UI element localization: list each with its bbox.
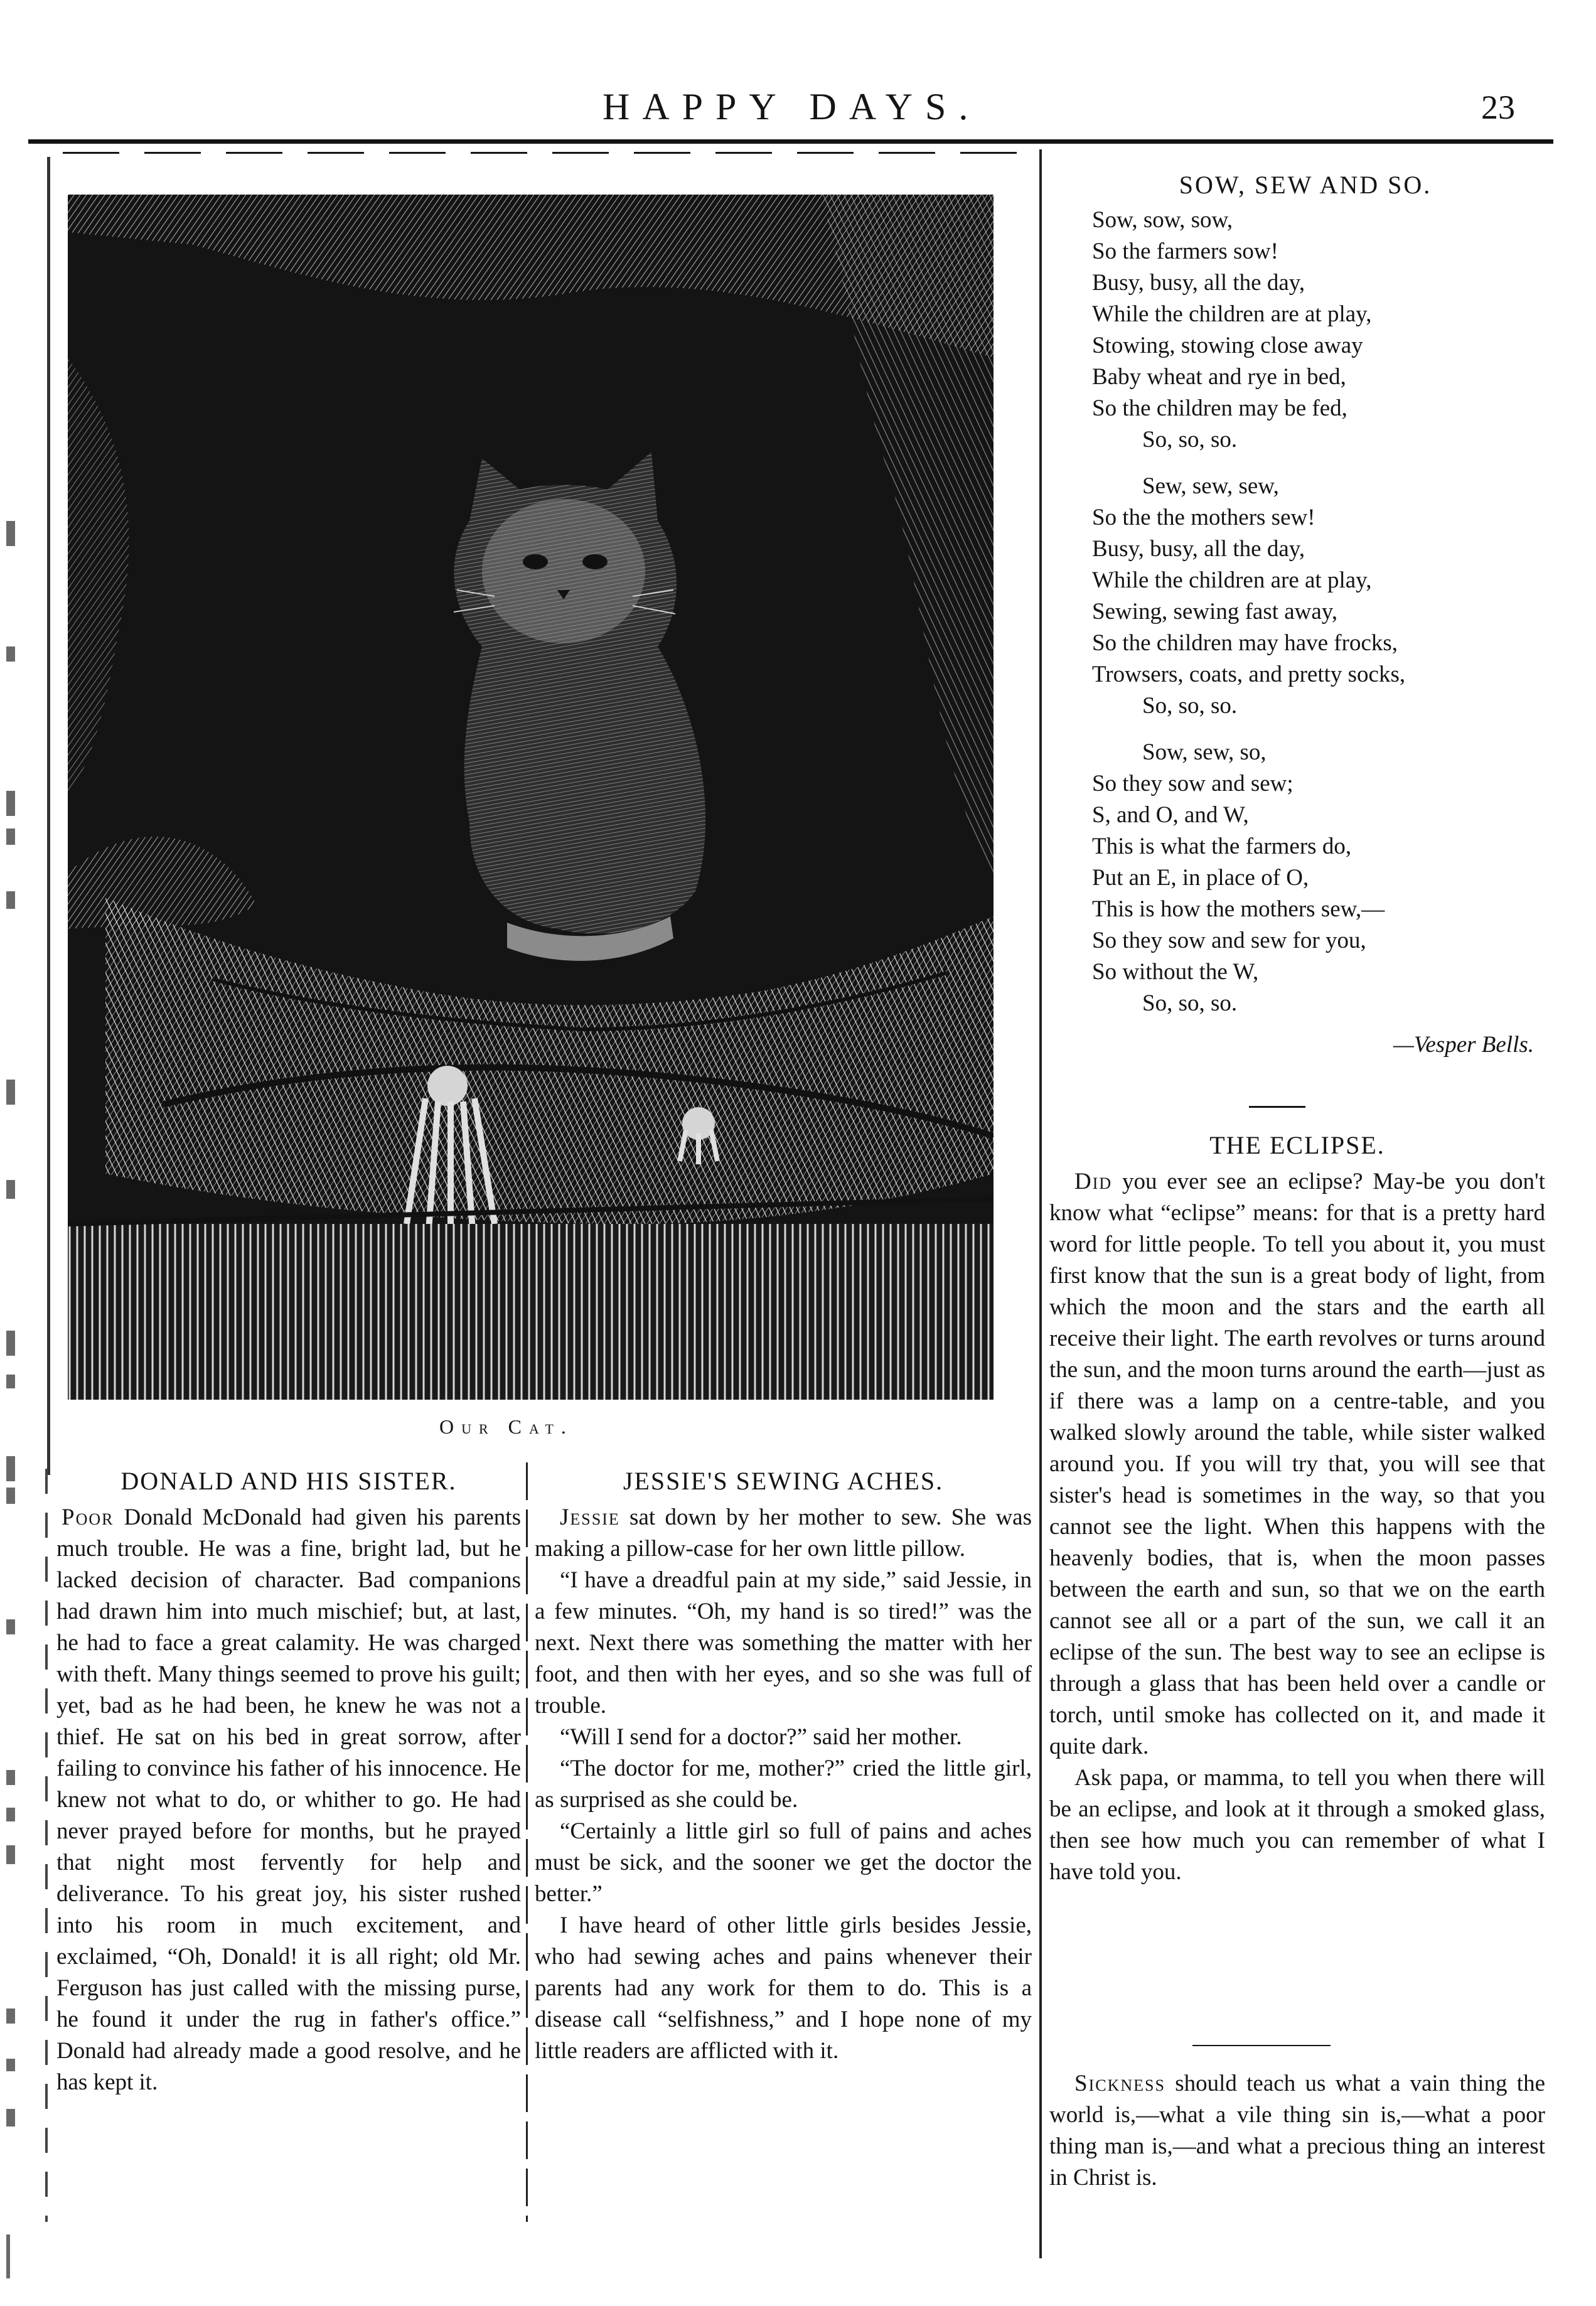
article-title: DONALD AND HIS SISTER. bbox=[121, 1467, 457, 1495]
poem-title: SOW, SEW AND SO. bbox=[1179, 171, 1432, 199]
ornamental-rule bbox=[1192, 2045, 1331, 2046]
running-head bbox=[0, 74, 1596, 137]
poem-line: So without the W, bbox=[1092, 959, 1259, 985]
article-title: THE ECLIPSE. bbox=[1209, 1131, 1385, 1159]
header-rule bbox=[28, 139, 1553, 144]
page-number: 23 bbox=[1481, 88, 1515, 126]
lead-word: Did bbox=[1074, 1169, 1113, 1194]
poem-line: Sow, sow, sow, bbox=[1092, 207, 1233, 233]
paragraph-text: Donald McDonald had given his parents much trouble. He was a fine, bright lad, but he lacked decision of character. Bad companions had drawn him into much mischief; but, at last, he had to face a great calamity. He was charged with theft. Many things seemed to prove his guilt; yet, bad as he had been, he knew he was not a thief. He sat on his bed in great sorrow, after failing to convince his father of his innocence. He knew not what to do, or whither to go. He had never prayed before for months, but he prayed that night most fervently for help and deliverance. To his great joy, his sister rushed into his room in much excitement, and exclaimed, “Oh, Donald! it is all right; old Mr. Ferguson has just called with the missing purse, he found it under the rug in father's office.” Donald had already made a good resolve, and he has kept it. bbox=[56, 1504, 521, 2095]
article-paragraph: “Certainly a little girl so full of pains and aches must be sick, and the sooner we get the doctor the better.” bbox=[535, 1818, 1032, 1907]
article-the-eclipse bbox=[1049, 1130, 1545, 1888]
lead-word: Sickness bbox=[1074, 2071, 1165, 2096]
article-paragraph: “Will I send for a doctor?” said her mother. bbox=[560, 1724, 962, 1750]
poem-line: So the children may be fed, bbox=[1092, 395, 1347, 421]
poem-refrain: So, so, so. bbox=[1142, 427, 1238, 453]
poem-stanza bbox=[1092, 205, 1544, 456]
page-margin-edge-lower bbox=[45, 1469, 48, 2222]
poem-line: Trowsers, coats, and pretty socks, bbox=[1092, 662, 1406, 687]
column-divider-left bbox=[526, 1462, 528, 2222]
poem-line: Baby wheat and rye in bed, bbox=[1092, 364, 1346, 390]
page-title: HAPPY DAYS. bbox=[603, 86, 981, 127]
poem-line: So they sow and sew for you, bbox=[1092, 928, 1366, 953]
article-paragraph bbox=[535, 1502, 1032, 1565]
poem-attribution: —Vesper Bells. bbox=[1393, 1032, 1534, 1058]
article-paragraph: I have heard of other little girls besides Jessie, who had sewing aches and pains whenever their parents had any work for them to do. This is a disease call “selfishness,” and I hope none of my little readers are afflicted with it. bbox=[535, 1912, 1032, 2064]
page-margin-edge bbox=[47, 157, 50, 1475]
poem-line: This is what the farmers do, bbox=[1092, 834, 1352, 859]
poem-line: So they sow and sew; bbox=[1092, 771, 1293, 796]
poem-line: This is how the mothers sew,— bbox=[1092, 896, 1385, 922]
poem-line: Busy, busy, all the day, bbox=[1092, 536, 1305, 562]
article-title: JESSIE'S SEWING ACHES. bbox=[623, 1467, 944, 1495]
poem-line: So the children may have frocks, bbox=[1092, 630, 1398, 656]
article-paragraph bbox=[1049, 1166, 1545, 1762]
poem-line: So the farmers sow! bbox=[1092, 239, 1278, 264]
poem-line: Sew, sew, sew, bbox=[1142, 473, 1279, 499]
poem-line: Sewing, sewing fast away, bbox=[1092, 599, 1338, 625]
paragraph-text: sat down by her mother to sew. She was making a pillow-case for her own little pillow. bbox=[535, 1504, 1032, 1562]
article-paragraph bbox=[56, 1502, 521, 2098]
article-paragraph bbox=[1049, 2068, 1545, 2194]
poem-line: Put an E, in place of O, bbox=[1092, 865, 1309, 891]
poem-stanza bbox=[1092, 471, 1544, 722]
article-donald-and-his-sister bbox=[56, 1466, 521, 2098]
poem-sow-sew-and-so bbox=[1067, 169, 1544, 1061]
gutter-marks bbox=[6, 477, 38, 2297]
poem-line: Stowing, stowing close away bbox=[1092, 333, 1363, 358]
poem-line: Busy, busy, all the day, bbox=[1092, 270, 1305, 296]
article-sickness bbox=[1049, 2068, 1545, 2194]
poem-line: So the the mothers sew! bbox=[1092, 505, 1315, 530]
poem-line: While the children are at play, bbox=[1092, 567, 1372, 593]
lead-word: Jessie bbox=[560, 1504, 620, 1530]
header-dashed-rule bbox=[63, 152, 1036, 154]
poem-line: S, and O, and W, bbox=[1092, 802, 1249, 828]
article-paragraph: Ask papa, or mamma, to tell you when there will be an eclipse, and look at it through a smoked glass, then see how much you can remember of what I have told you. bbox=[1049, 1765, 1545, 1885]
paragraph-text: should teach us what a vain thing the world is,—what a vile thing sin is,—what a poor thing man is,—and what a precious thing an interest in Christ is. bbox=[1049, 2071, 1545, 2191]
cat-illustration bbox=[68, 195, 993, 1400]
article-paragraph: “The doctor for me, mother?” cried the little girl, as surprised as she could be. bbox=[535, 1756, 1032, 1813]
article-jessies-sewing-aches bbox=[535, 1466, 1032, 2067]
column-divider bbox=[1039, 149, 1042, 2258]
poem-refrain: So, so, so. bbox=[1142, 990, 1238, 1016]
lead-word: Poor bbox=[62, 1504, 114, 1530]
poem-stanza bbox=[1092, 737, 1544, 1019]
poem-line: While the children are at play, bbox=[1092, 301, 1372, 327]
paragraph-text: you ever see an eclipse? May-be you don't know what “eclipse” means: for that is a pretty hard word for little people. To tell you about it, you must first know that the sun is a great body of light, from which the moon and the stars and the earth all receive their light. The earth revolves or turns around the sun, and the moon turns around the earth—just as if there was a lamp on a centre-table, and you walked slowly around the table, while sister walked around you. If you will try that, you will see that sister's head is sometimes in the way, so that you cannot see the light. When this happens with the heavenly bodies, that is, when the moon passes between the earth and sun, so that we on the earth cannot see all or a part of the sun, we call it an eclipse of the sun. The best way to see an eclipse is through a glass that has been held over a candle or torch, until smoke has collected on it, and made it quite dark. bbox=[1049, 1169, 1545, 1759]
illustration-caption: Our Cat. bbox=[439, 1415, 574, 1438]
article-paragraph: “I have a dreadful pain at my side,” said Jessie, in a few minutes. “Oh, my hand is so tired!” was the next. Next there was something the matter with her foot, and then with her eyes, and so she was full of trouble. bbox=[535, 1567, 1032, 1719]
ornamental-rule bbox=[1249, 1106, 1305, 1108]
poem-line: Sow, sew, so, bbox=[1142, 739, 1267, 765]
poem-refrain: So, so, so. bbox=[1142, 693, 1238, 719]
cat-on-cushion-engraving bbox=[68, 195, 993, 1400]
